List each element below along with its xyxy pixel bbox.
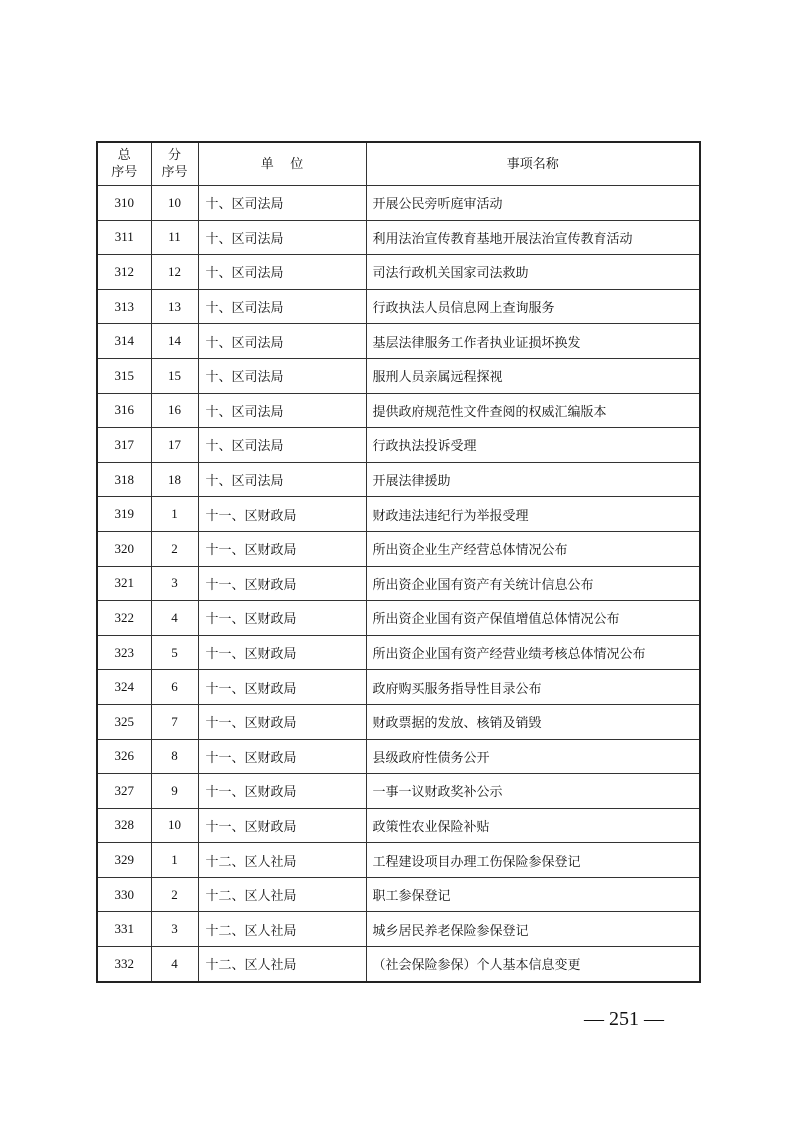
table-row xyxy=(97,289,700,324)
table-row xyxy=(97,635,700,670)
cell-item-name: 开展法律援助 xyxy=(366,462,700,497)
cell-item-name: 提供政府规范性文件查阅的权威汇编版本 xyxy=(366,393,700,428)
cell-sub-seq: 5 xyxy=(151,635,198,670)
cell-total-seq: 332 xyxy=(97,947,151,982)
cell-unit: 十一、区财政局 xyxy=(198,601,366,636)
table-row xyxy=(97,912,700,947)
cell-sub-seq: 8 xyxy=(151,739,198,774)
cell-unit: 十、区司法局 xyxy=(198,393,366,428)
cell-unit: 十、区司法局 xyxy=(198,186,366,221)
cell-sub-seq: 6 xyxy=(151,670,198,705)
cell-item-name: 利用法治宣传教育基地开展法治宣传教育活动 xyxy=(366,220,700,255)
cell-sub-seq: 3 xyxy=(151,566,198,601)
cell-item-name: 所出资企业生产经营总体情况公布 xyxy=(366,531,700,566)
header-total-seq-line2: 序号 xyxy=(111,165,138,180)
table-row xyxy=(97,808,700,843)
header-unit: 单 位 xyxy=(198,142,366,186)
table-row xyxy=(97,462,700,497)
table-body xyxy=(97,186,700,982)
cell-item-name: 行政执法人员信息网上查询服务 xyxy=(366,289,700,324)
cell-item-name: 城乡居民养老保险参保登记 xyxy=(366,912,700,947)
cell-item-name: 所出资企业国有资产保值增值总体情况公布 xyxy=(366,601,700,636)
cell-total-seq: 323 xyxy=(97,635,151,670)
cell-unit: 十一、区财政局 xyxy=(198,566,366,601)
cell-total-seq: 314 xyxy=(97,324,151,359)
cell-total-seq: 320 xyxy=(97,531,151,566)
header-sub-seq-line2: 序号 xyxy=(161,165,188,180)
header-total-seq-line1: 总 xyxy=(117,148,131,163)
table-row xyxy=(97,739,700,774)
cell-sub-seq: 15 xyxy=(151,358,198,393)
cell-unit: 十一、区财政局 xyxy=(198,670,366,705)
header-sub-seq-line1: 分 xyxy=(167,148,181,163)
cell-item-name: 基层法律服务工作者执业证损坏换发 xyxy=(366,324,700,359)
cell-total-seq: 326 xyxy=(97,739,151,774)
cell-total-seq: 330 xyxy=(97,877,151,912)
table-row xyxy=(97,428,700,463)
cell-unit: 十、区司法局 xyxy=(198,428,366,463)
cell-unit: 十一、区财政局 xyxy=(198,635,366,670)
cell-total-seq: 312 xyxy=(97,255,151,290)
cell-sub-seq: 2 xyxy=(151,531,198,566)
table-row xyxy=(97,566,700,601)
cell-sub-seq: 1 xyxy=(151,497,198,532)
cell-unit: 十二、区人社局 xyxy=(198,877,366,912)
cell-item-name: 工程建设项目办理工伤保险参保登记 xyxy=(366,843,700,878)
cell-sub-seq: 2 xyxy=(151,877,198,912)
header-total-seq xyxy=(97,142,151,186)
cell-item-name: 所出资企业国有资产经营业绩考核总体情况公布 xyxy=(366,635,700,670)
cell-total-seq: 331 xyxy=(97,912,151,947)
cell-item-name: 政策性农业保险补贴 xyxy=(366,808,700,843)
cell-item-name: 财政违法违纪行为举报受理 xyxy=(366,497,700,532)
cell-unit: 十、区司法局 xyxy=(198,220,366,255)
cell-unit: 十二、区人社局 xyxy=(198,843,366,878)
table-row xyxy=(97,877,700,912)
cell-unit: 十、区司法局 xyxy=(198,324,366,359)
cell-total-seq: 325 xyxy=(97,704,151,739)
page-number: — 251 — xyxy=(584,1008,664,1030)
cell-total-seq: 311 xyxy=(97,220,151,255)
table-row xyxy=(97,497,700,532)
cell-sub-seq: 14 xyxy=(151,324,198,359)
table-row xyxy=(97,670,700,705)
cell-unit: 十二、区人社局 xyxy=(198,947,366,982)
cell-total-seq: 329 xyxy=(97,843,151,878)
cell-unit: 十一、区财政局 xyxy=(198,704,366,739)
table-row xyxy=(97,358,700,393)
table-row xyxy=(97,774,700,809)
cell-total-seq: 316 xyxy=(97,393,151,428)
cell-total-seq: 317 xyxy=(97,428,151,463)
cell-sub-seq: 10 xyxy=(151,186,198,221)
cell-total-seq: 328 xyxy=(97,808,151,843)
cell-sub-seq: 4 xyxy=(151,947,198,982)
cell-item-name: 职工参保登记 xyxy=(366,877,700,912)
cell-unit: 十、区司法局 xyxy=(198,358,366,393)
table-row xyxy=(97,220,700,255)
cell-item-name: 县级政府性债务公开 xyxy=(366,739,700,774)
cell-unit: 十、区司法局 xyxy=(198,462,366,497)
cell-total-seq: 327 xyxy=(97,774,151,809)
items-table xyxy=(96,141,701,983)
cell-item-name: 所出资企业国有资产有关统计信息公布 xyxy=(366,566,700,601)
cell-sub-seq: 7 xyxy=(151,704,198,739)
cell-total-seq: 315 xyxy=(97,358,151,393)
cell-sub-seq: 17 xyxy=(151,428,198,463)
table-row xyxy=(97,947,700,982)
cell-unit: 十、区司法局 xyxy=(198,255,366,290)
table-row xyxy=(97,704,700,739)
cell-total-seq: 313 xyxy=(97,289,151,324)
header-item-name: 事项名称 xyxy=(366,142,700,186)
cell-unit: 十二、区人社局 xyxy=(198,912,366,947)
cell-item-name: 开展公民旁听庭审活动 xyxy=(366,186,700,221)
cell-item-name: 司法行政机关国家司法救助 xyxy=(366,255,700,290)
table-row xyxy=(97,531,700,566)
cell-item-name: 财政票据的发放、核销及销毁 xyxy=(366,704,700,739)
cell-total-seq: 321 xyxy=(97,566,151,601)
cell-sub-seq: 10 xyxy=(151,808,198,843)
cell-item-name: 政府购买服务指导性目录公布 xyxy=(366,670,700,705)
cell-item-name: 行政执法投诉受理 xyxy=(366,428,700,463)
cell-item-name: （社会保险参保）个人基本信息变更 xyxy=(366,947,700,982)
cell-unit: 十一、区财政局 xyxy=(198,808,366,843)
cell-unit: 十一、区财政局 xyxy=(198,531,366,566)
cell-total-seq: 324 xyxy=(97,670,151,705)
cell-sub-seq: 9 xyxy=(151,774,198,809)
cell-unit: 十、区司法局 xyxy=(198,289,366,324)
cell-unit: 十一、区财政局 xyxy=(198,497,366,532)
cell-unit: 十一、区财政局 xyxy=(198,739,366,774)
cell-total-seq: 318 xyxy=(97,462,151,497)
cell-item-name: 一事一议财政奖补公示 xyxy=(366,774,700,809)
table-row xyxy=(97,186,700,221)
cell-sub-seq: 13 xyxy=(151,289,198,324)
table-row xyxy=(97,255,700,290)
cell-total-seq: 322 xyxy=(97,601,151,636)
cell-sub-seq: 3 xyxy=(151,912,198,947)
table-row xyxy=(97,843,700,878)
table-row xyxy=(97,393,700,428)
cell-sub-seq: 12 xyxy=(151,255,198,290)
header-sub-seq xyxy=(151,142,198,186)
cell-total-seq: 319 xyxy=(97,497,151,532)
cell-sub-seq: 11 xyxy=(151,220,198,255)
cell-sub-seq: 16 xyxy=(151,393,198,428)
cell-total-seq: 310 xyxy=(97,186,151,221)
table-header-row xyxy=(97,142,700,186)
cell-sub-seq: 1 xyxy=(151,843,198,878)
cell-unit: 十一、区财政局 xyxy=(198,774,366,809)
cell-sub-seq: 4 xyxy=(151,601,198,636)
table-row xyxy=(97,324,700,359)
table-row xyxy=(97,601,700,636)
cell-item-name: 服刑人员亲属远程探视 xyxy=(366,358,700,393)
cell-sub-seq: 18 xyxy=(151,462,198,497)
